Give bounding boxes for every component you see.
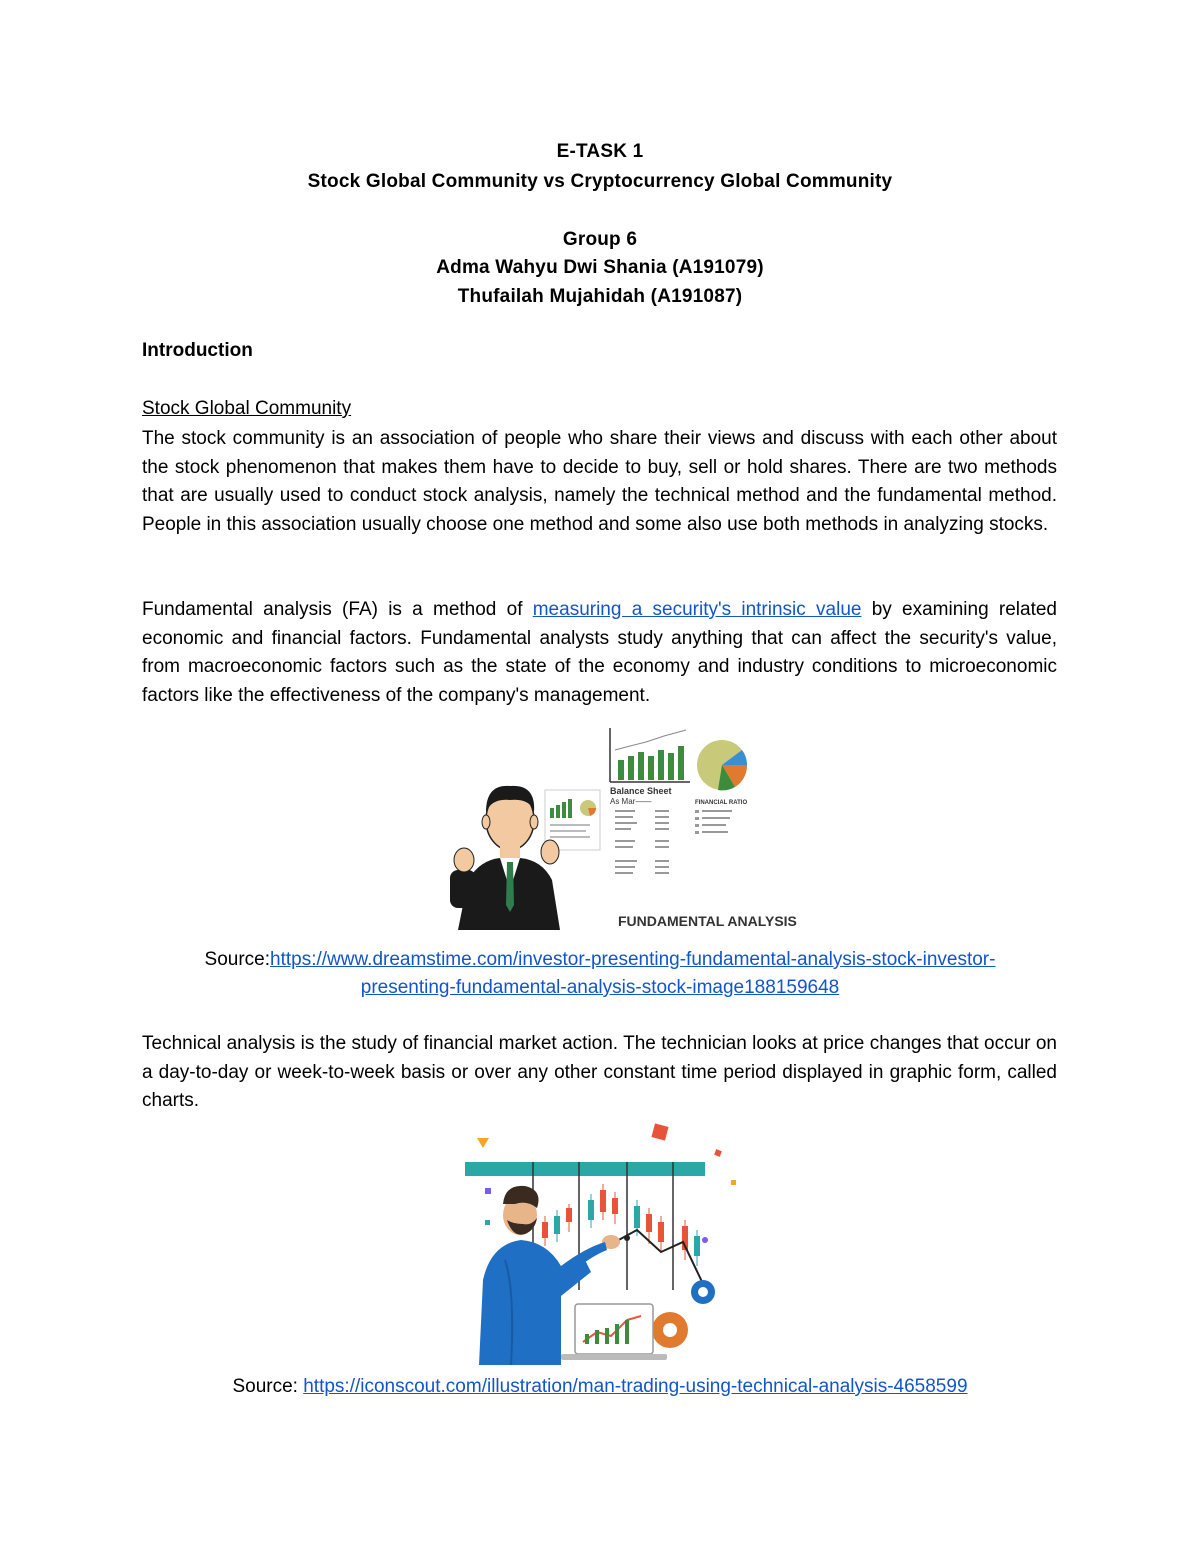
financial-ratio-title: FINANCIAL RATIO bbox=[695, 800, 748, 806]
dreamstime-source-link[interactable] bbox=[270, 949, 995, 998]
paragraph-fundamental-analysis bbox=[142, 596, 1057, 710]
paragraph-text: Fundamental analysis (FA) is a method of bbox=[142, 599, 533, 620]
source-url-line2: presenting-fundamental-analysis-stock-image188159648 bbox=[360, 977, 840, 998]
group-label: Group 6 bbox=[562, 229, 638, 250]
fundamental-analysis-caption: FUNDAMENTAL ANALYSIS bbox=[618, 913, 797, 929]
balance-sheet-subtitle: As Mar—— bbox=[610, 797, 652, 806]
source-label: Source: bbox=[204, 949, 271, 970]
member-name: Adma Wahyu Dwi Shania (A191079) bbox=[436, 257, 764, 278]
source-label: Source: bbox=[232, 1376, 304, 1397]
paragraph-text: by examining related economic and financial factors. Fundamental analysts study anything that can affect the security's value, from macroeconomic factors such as the state of the economy and industry conditions to microeconomic factors like the effectiveness of the company's management. bbox=[142, 599, 1057, 706]
iconscout-source-link[interactable]: https://iconscout.com/illustration/man-trading-using-technical-analysis-4658599 bbox=[303, 1376, 968, 1397]
task-title: E-TASK 1 bbox=[556, 141, 644, 162]
subsection-heading: Stock Global Community bbox=[142, 398, 352, 419]
paragraph-stock-community: The stock community is an association of people who share their views and discuss with each other about the stock phenomenon that makes them have to decide to buy, sell or hold shares. There are two methods that are usually used to conduct stock analysis, namely the technical method and the fundamental method. People in this association usually choose one method and some also use both methods in analyzing stocks. bbox=[142, 428, 1057, 535]
document-title: Stock Global Community vs Cryptocurrency Global Community bbox=[307, 171, 893, 192]
balance-sheet-title: Balance Sheet bbox=[610, 786, 672, 796]
section-heading: Introduction bbox=[142, 340, 253, 361]
paragraph-technical-analysis: Technical analysis is the study of financial market action. The technician looks at price changes that occur on a day-to-day or week-to-week basis or over any other constant time period displayed in graphic form, called charts. bbox=[142, 1033, 1057, 1111]
figure1-source bbox=[0, 946, 1200, 1002]
technical-analysis-illustration bbox=[465, 1120, 740, 1365]
fundamental-analysis-illustration bbox=[450, 720, 797, 932]
source-url-line1: https://www.dreamstime.com/investor-presenting-fundamental-analysis-stock-investor- bbox=[270, 949, 996, 970]
intrinsic-value-link[interactable]: measuring a security's intrinsic value bbox=[532, 599, 862, 620]
figure2-source bbox=[0, 1373, 1200, 1401]
member-name: Thufailah Mujahidah (A191087) bbox=[457, 286, 743, 307]
